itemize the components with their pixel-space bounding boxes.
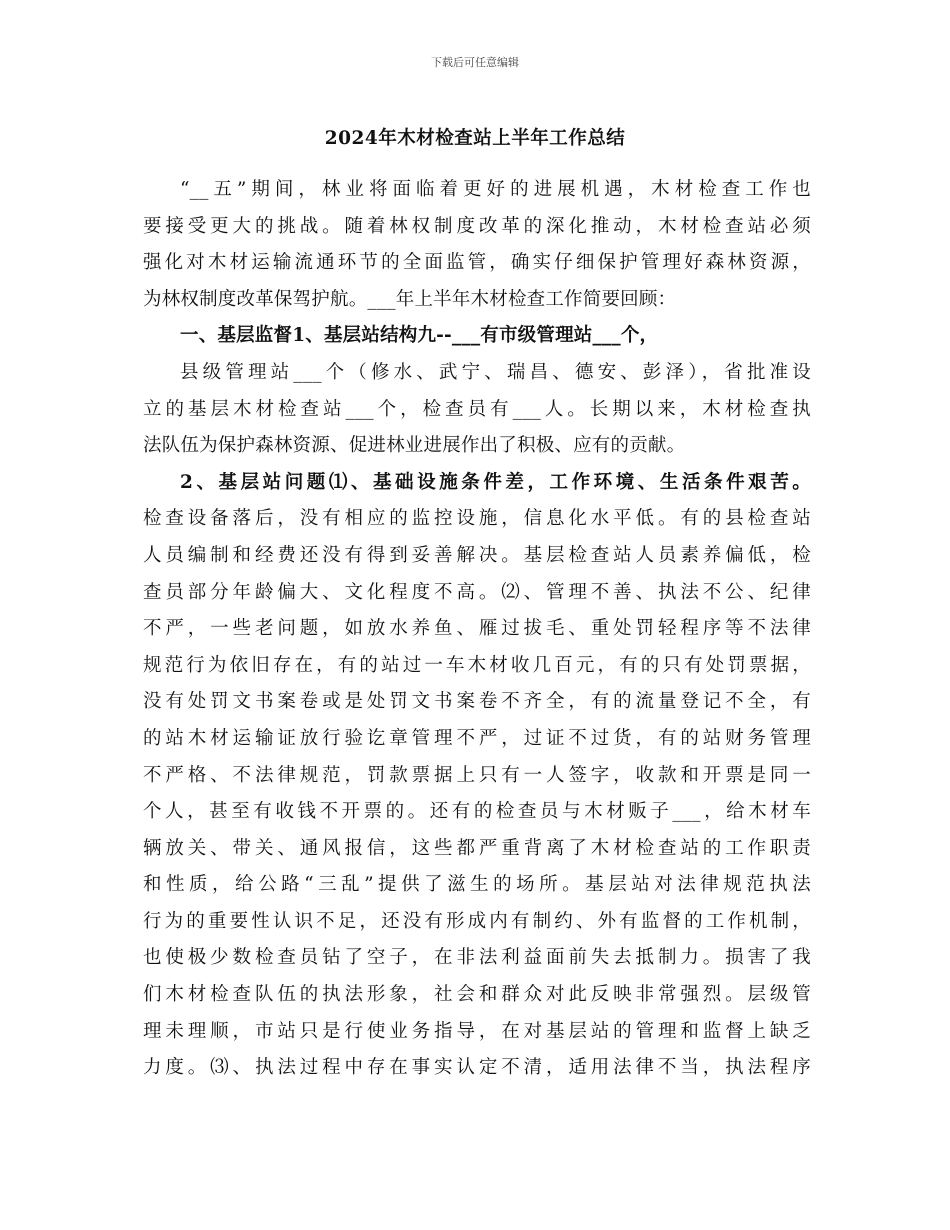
paragraph-line: 也使极少数检查员钻了空子，在非法利益面前失去抵制力。损害了我 [143, 947, 811, 969]
paragraph-line: 强化对木材运输流通环节的全面监管，确实仔细保护管理好森林资源， [143, 252, 811, 274]
document-body [143, 172, 811, 1087]
section-heading-line: 2、基层站问题⑴、基础设施条件差，工作环境、生活条件艰苦。 [180, 471, 811, 493]
paragraph-line: 辆放关、带关、通风报信，这些都严重背离了木材检查站的工作职责 [143, 837, 811, 859]
paragraph-line: 查员部分年龄偏大、文化程度不高。⑵、管理不善、执法不公、纪律 [143, 581, 811, 603]
document-title: 2024年木材检查站上半年工作总结 [324, 128, 626, 149]
paragraph-line: 没有处罚文书案卷或是处罚文书案卷不齐全，有的流量登记不全，有 [143, 691, 811, 713]
paragraph-line: 的站木材运输证放行验讫章管理不严，过证不过货，有的站财务管理 [143, 727, 811, 749]
paragraph-line: 立的基层木材检查站___个，检查员有___人。长期以来，木材检查执 [143, 398, 811, 420]
paragraph-line: 行为的重要性认识不足，还没有形成内有制约、外有监督的工作机制， [143, 910, 811, 932]
paragraph-line: 要接受更大的挑战。随着林权制度改革的深化推动，木材检查站必须 [143, 215, 811, 237]
paragraph-line: 不严格、不法律规范，罚款票据上只有一人签字，收款和开票是同一 [143, 764, 811, 786]
download-note: 下载后可任意编辑 [431, 56, 519, 69]
paragraph-line: “__五”期间，林业将面临着更好的进展机遇，木材检查工作也 [180, 179, 811, 200]
paragraph-line: 规范行为依旧存在，有的站过一车木材收几百元，有的只有处罚票据， [143, 654, 811, 676]
paragraph-line: 不严，一些老问题，如放水养鱼、雁过拔毛、重处罚轻程序等不法律 [143, 618, 811, 640]
paragraph-line: 力度。⑶、执法过程中存在事实认定不清，适用法律不当，执法程序 [143, 1057, 811, 1079]
paragraph-line: 们木材检查队伍的执法形象，社会和群众对此反映非常强烈。层级管 [143, 984, 811, 1006]
paragraph-line: 检查设备落后，没有相应的监控设施，信息化水平低。有的县检查站 [143, 508, 811, 530]
paragraph-line: 理未理顺，市站只是行使业务指导，在对基层站的管理和监督上缺乏 [143, 1020, 811, 1042]
paragraph-line: 县级管理站___个（修水、武宁、瑞昌、德安、彭泽），省批准设 [180, 361, 811, 383]
paragraph-line: 法队伍为保护森林资源、促进林业进展作出了积极、应有的贡献。 [143, 435, 686, 457]
section-heading-line: 一、基层监督1、基层站结构九--___有市级管理站___个， [180, 325, 659, 347]
paragraph-line: 人员编制和经费还没有得到妥善解决。基层检查站人员素养偏低，检 [143, 544, 811, 566]
paragraph-line: 个人，甚至有收钱不开票的。还有的检查员与木材贩子___，给木材车 [143, 801, 811, 823]
paragraph-line: 和性质，给公路“三乱”提供了滋生的场所。基层站对法律规范执法 [143, 874, 811, 896]
paragraph-line: 为林权制度改革保驾护航。___年上半年木材检查工作简要回顾： [143, 288, 677, 310]
